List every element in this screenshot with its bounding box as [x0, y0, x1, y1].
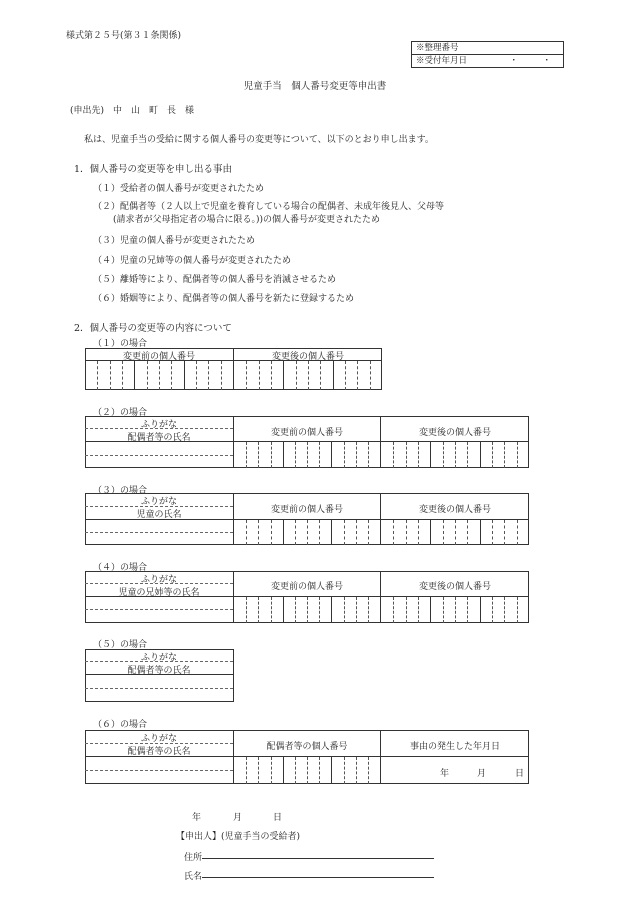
reason-item: （３）児童の個人番号が変更されたため — [93, 236, 256, 246]
digit-divider — [331, 442, 332, 468]
case5-furigana-input[interactable] — [86, 675, 232, 687]
case6-number-header: 配偶者等の個人番号 — [266, 742, 348, 752]
case5-label: （５）の場合 — [93, 640, 148, 650]
digit-divider — [504, 597, 505, 623]
case3-before-header: 変更前の個人番号 — [270, 505, 343, 515]
digit-divider — [344, 757, 345, 784]
digit-divider — [368, 757, 369, 784]
digit-divider — [134, 361, 135, 390]
registry-date-field[interactable]: ※受付年月日 ・ ・ — [412, 55, 564, 68]
destination: (申出先) 中 山 町 長 様 — [70, 106, 195, 116]
case1-after-header: 変更後の個人番号 — [271, 352, 344, 362]
case3-after-header: 変更後の個人番号 — [418, 505, 491, 515]
digit-divider — [295, 597, 296, 623]
digit-divider — [283, 361, 284, 390]
digit-divider — [258, 520, 259, 545]
digit-divider — [331, 520, 332, 545]
digit-divider — [295, 520, 296, 545]
digit-divider — [307, 757, 308, 784]
reason-item: （２）配偶者等（２人以上で児童を養育している場合の配偶者、未成年後見人、父母等 — [93, 202, 445, 212]
digit-divider — [480, 520, 481, 545]
case5-furigana: ふりがな — [140, 653, 177, 663]
reason-item: （１）受給者の個人番号が変更されたため — [93, 184, 265, 194]
digit-divider — [443, 442, 444, 468]
case6-name-header: 配偶者等の氏名 — [127, 747, 191, 757]
digit-divider — [283, 442, 284, 468]
digit-divider — [467, 442, 468, 468]
digit-divider — [517, 442, 518, 468]
digit-divider — [504, 520, 505, 545]
page-title: 児童手当 個人番号変更等申出書 — [243, 81, 387, 92]
digit-divider — [319, 442, 320, 468]
digit-divider — [368, 520, 369, 545]
digit-divider — [308, 361, 309, 390]
case2-before-header: 変更前の個人番号 — [270, 428, 343, 438]
digit-divider — [319, 757, 320, 784]
case6-furigana: ふりがな — [140, 734, 177, 744]
case3-before-digits[interactable] — [234, 520, 380, 545]
digit-divider — [443, 520, 444, 545]
digit-divider — [258, 442, 259, 468]
digit-divider — [122, 361, 123, 390]
digit-divider — [418, 442, 419, 468]
digit-divider — [492, 597, 493, 623]
digit-divider — [504, 442, 505, 468]
case6-month: 月 — [477, 769, 487, 779]
case4-after-digits[interactable] — [381, 597, 529, 623]
digit-divider — [171, 361, 172, 390]
digit-divider — [406, 442, 407, 468]
digit-divider — [443, 597, 444, 623]
digit-divider — [406, 520, 407, 545]
digit-divider — [319, 597, 320, 623]
digit-divider — [370, 361, 371, 390]
submit-month: 月 — [233, 813, 243, 823]
digit-divider — [208, 361, 209, 390]
digit-divider — [246, 442, 247, 468]
digit-divider — [331, 757, 332, 784]
digit-divider — [283, 520, 284, 545]
digit-divider — [517, 520, 518, 545]
digit-divider — [246, 520, 247, 545]
case3-name-header: 児童の氏名 — [136, 510, 182, 520]
digit-divider — [356, 757, 357, 784]
digit-divider — [368, 597, 369, 623]
registry-box — [411, 41, 564, 68]
digit-divider — [184, 361, 185, 390]
case2-furigana: ふりがな — [140, 420, 177, 430]
case5-name-header: 配偶者等の氏名 — [127, 666, 191, 676]
digit-divider — [283, 757, 284, 784]
date-dots: ・ ・ — [509, 56, 559, 66]
digit-divider — [258, 757, 259, 784]
digit-divider — [271, 442, 272, 468]
digit-divider — [430, 442, 431, 468]
digit-divider — [110, 361, 111, 390]
digit-divider — [221, 361, 222, 390]
digit-divider — [97, 361, 98, 390]
digit-divider — [467, 597, 468, 623]
digit-divider — [333, 361, 334, 390]
case4-label: （４）の場合 — [93, 563, 148, 573]
reason-item: （５）離婚等により、配偶者等の個人番号を消滅させるため — [93, 275, 337, 285]
digit-divider — [307, 520, 308, 545]
digit-divider — [455, 597, 456, 623]
digit-divider — [480, 597, 481, 623]
digit-divider — [307, 442, 308, 468]
case5-name-input[interactable] — [86, 689, 232, 701]
digit-divider — [492, 520, 493, 545]
digit-divider — [393, 597, 394, 623]
case1-before-header: 変更前の個人番号 — [122, 352, 195, 362]
digit-divider — [159, 361, 160, 390]
digit-divider — [356, 520, 357, 545]
digit-divider — [430, 520, 431, 545]
digit-divider — [246, 597, 247, 623]
digit-divider — [331, 597, 332, 623]
submit-year: 年 — [192, 813, 202, 823]
reason-item: （４）児童の兄姉等の個人番号が変更されたため — [93, 256, 292, 266]
case2-after-header: 変更後の個人番号 — [418, 428, 491, 438]
digit-divider — [271, 597, 272, 623]
case6-label: （６）の場合 — [93, 720, 148, 730]
digit-divider — [196, 361, 197, 390]
digit-divider — [295, 757, 296, 784]
digit-divider — [455, 520, 456, 545]
case4-name-header: 児童の兄姉等の氏名 — [118, 588, 200, 598]
digit-divider — [517, 597, 518, 623]
digit-divider — [344, 520, 345, 545]
case4-before-header: 変更前の個人番号 — [270, 582, 343, 592]
case4-furigana: ふりがな — [140, 575, 177, 585]
case1-label: （１）の場合 — [93, 339, 148, 349]
address-field[interactable] — [202, 858, 434, 859]
digit-divider — [271, 361, 272, 390]
digit-divider — [147, 361, 148, 390]
digit-divider — [271, 520, 272, 545]
case3-after-digits[interactable] — [381, 520, 529, 545]
case6-date-header: 事由の発生した年月日 — [409, 742, 500, 752]
digit-divider — [246, 757, 247, 784]
digit-divider — [307, 597, 308, 623]
digit-divider — [283, 597, 284, 623]
registry-number-field[interactable]: ※整理番号 — [412, 42, 564, 55]
submit-day: 日 — [273, 813, 283, 823]
address-label: 住所 — [184, 853, 203, 863]
section1-heading: 1．個人番号の変更等を申し出る事由 — [74, 164, 233, 175]
digit-divider — [258, 597, 259, 623]
digit-divider — [344, 597, 345, 623]
case2-label: （２）の場合 — [93, 408, 148, 418]
digit-divider — [246, 361, 247, 390]
digit-divider — [467, 520, 468, 545]
form-number: 様式第２５号(第３１条関係) — [66, 31, 182, 41]
digit-divider — [418, 520, 419, 545]
digit-divider — [320, 361, 321, 390]
section2-heading: 2．個人番号の変更等の内容について — [74, 323, 232, 334]
name-label: 氏名 — [184, 872, 203, 882]
case2-before-digits[interactable] — [234, 442, 380, 468]
case2-name-header: 配偶者等の氏名 — [127, 433, 191, 443]
reason-item: （６）婚姻等により、配偶者等の個人番号を新たに登録するため — [93, 294, 355, 304]
case4-after-header: 変更後の個人番号 — [418, 582, 491, 592]
case2-after-digits[interactable] — [381, 442, 529, 468]
digit-divider — [356, 442, 357, 468]
digit-divider — [492, 442, 493, 468]
digit-divider — [259, 361, 260, 390]
case6-year: 年 — [440, 769, 450, 779]
case3-label: （３）の場合 — [93, 486, 148, 496]
name-field[interactable] — [202, 877, 434, 878]
digit-divider — [430, 597, 431, 623]
digit-divider — [295, 442, 296, 468]
digit-divider — [418, 597, 419, 623]
reason-item-cont: (請求者が父母指定者の場合に限る。))の個人番号が変更されたため — [113, 215, 381, 225]
digit-divider — [368, 442, 369, 468]
digit-divider — [393, 442, 394, 468]
digit-divider — [480, 442, 481, 468]
case6-day: 日 — [515, 769, 525, 779]
intro-text: 私は、児童手当の受給に関する個人番号の変更等について、以下のとおり申し出ます。 — [84, 135, 434, 145]
digit-divider — [406, 597, 407, 623]
digit-divider — [296, 361, 297, 390]
digit-divider — [344, 442, 345, 468]
digit-divider — [319, 520, 320, 545]
case1-after-digits[interactable] — [234, 361, 382, 390]
case6-number-digits[interactable] — [234, 757, 380, 784]
digit-divider — [345, 361, 346, 390]
digit-divider — [455, 442, 456, 468]
digit-divider — [393, 520, 394, 545]
digit-divider — [271, 757, 272, 784]
applicant-heading: 【申出人】(児童手当の受給者) — [176, 832, 301, 842]
case4-before-digits[interactable] — [234, 597, 380, 623]
case1-before-digits[interactable] — [85, 361, 233, 390]
digit-divider — [356, 597, 357, 623]
digit-divider — [357, 361, 358, 390]
case3-furigana: ふりがな — [140, 497, 177, 507]
